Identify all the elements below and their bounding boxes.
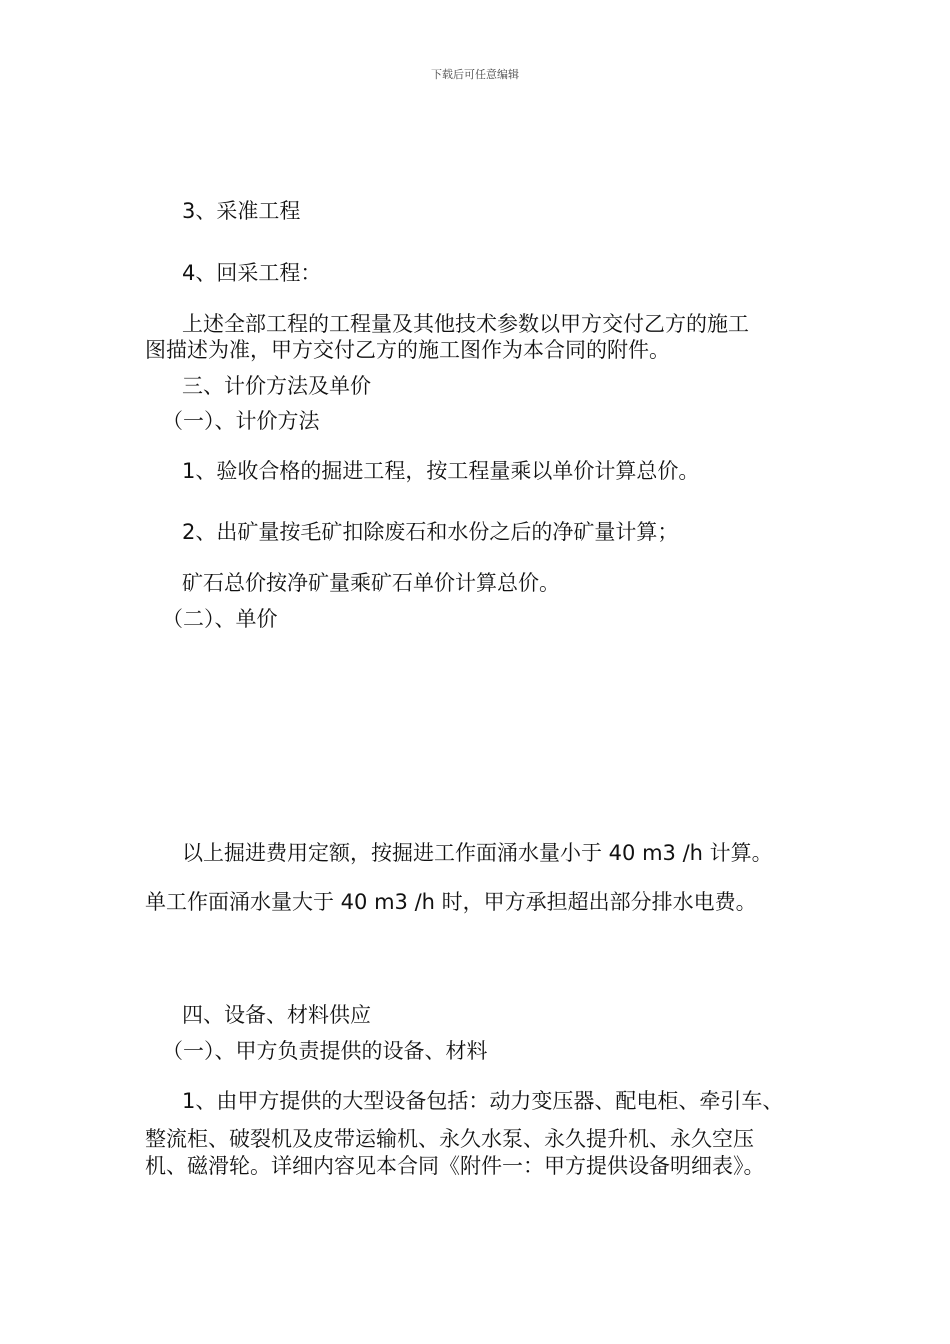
subsection-heading: （一）、甲方负责提供的设备、材料: [162, 1039, 488, 1063]
paragraph-line: 机、磁滑轮。详细内容见本合同《附件一：甲方提供设备明细表》。: [145, 1154, 765, 1178]
paragraph-line: 上述全部工程的工程量及其他技术参数以甲方交付乙方的施工: [182, 312, 749, 336]
paragraph-line: 整流柜、破裂机及皮带运输机、永久水泵、永久提升机、永久空压: [145, 1127, 754, 1151]
section-heading: 三、计价方法及单价: [182, 374, 371, 398]
subsection-heading: （二）、单价: [162, 607, 278, 631]
paragraph-line: 矿石总价按净矿量乘矿石单价计算总价。: [182, 571, 560, 595]
paragraph-line: 1、由甲方提供的大型设备包括：动力变压器、配电柜、牵引车、: [182, 1089, 784, 1113]
page-header: 下载后可任意编辑: [431, 68, 519, 81]
section-heading: 四、设备、材料供应: [182, 1003, 371, 1027]
paragraph-line: 单工作面涌水量大于 40 m3 /h 时，甲方承担超出部分排水电费。: [145, 890, 757, 914]
subsection-heading: （一）、计价方法: [162, 409, 320, 433]
paragraph-line: 以上掘进费用定额，按掘进工作面涌水量小于 40 m3 /h 计算。: [182, 841, 773, 865]
paragraph-line: 图描述为准，甲方交付乙方的施工图作为本合同的附件。: [145, 338, 670, 362]
paragraph-line: 1、验收合格的掘进工程，按工程量乘以单价计算总价。: [182, 459, 700, 483]
item-4-line: 4、回采工程：: [182, 261, 322, 285]
item-3-line: 3、采准工程: [182, 199, 301, 223]
paragraph-line: 2、出矿量按毛矿扣除废石和水份之后的净矿量计算；: [182, 520, 679, 544]
